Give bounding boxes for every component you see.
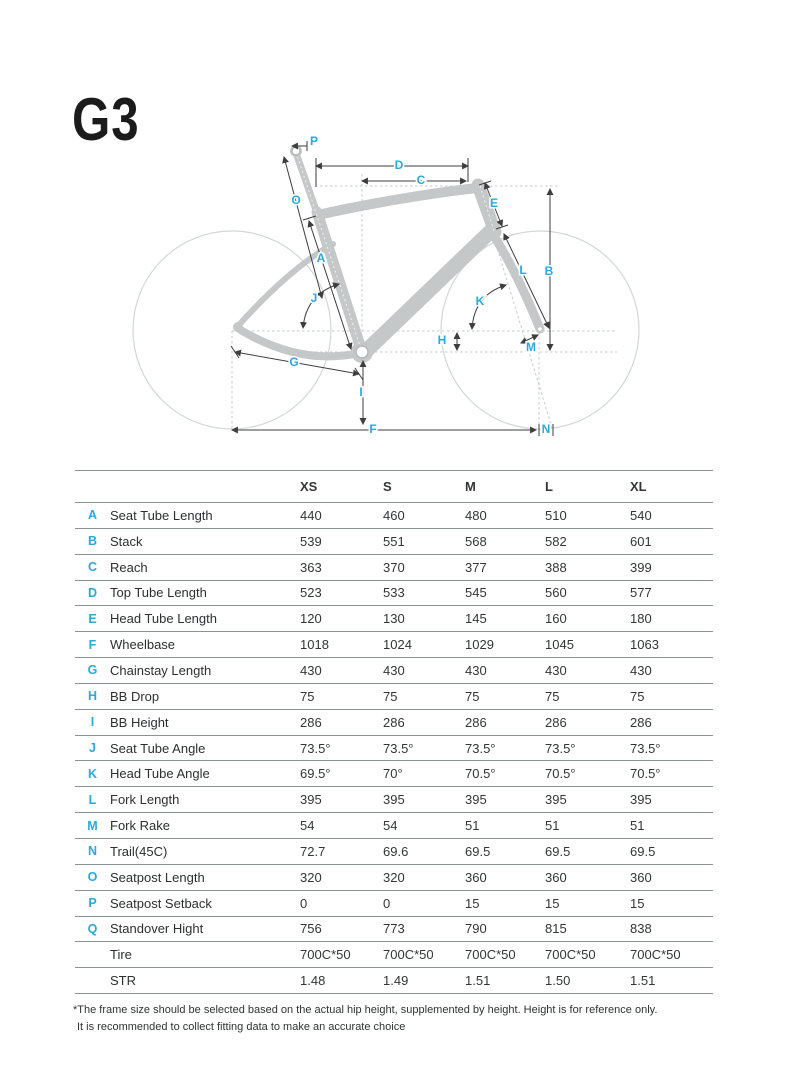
row-value: 286: [630, 714, 652, 730]
row-value: 1.50: [545, 973, 571, 989]
row-value: 69.5: [465, 843, 491, 859]
row-value: 395: [630, 792, 652, 808]
row-value: 320: [383, 869, 405, 885]
row-value: 70.5°: [630, 766, 661, 782]
row-label: Seat Tube Length: [110, 507, 213, 523]
table-row: [75, 891, 713, 917]
table-row: [75, 555, 713, 581]
row-value: 577: [630, 585, 652, 601]
row-value: 1029: [465, 637, 494, 653]
row-value: 388: [545, 559, 567, 575]
row-value: 70.5°: [465, 766, 496, 782]
row-letter: C: [87, 560, 98, 575]
footnote-line-1: *The frame size should be selected based on the actual hip height, supplemented by height. Height is for reference only.: [73, 1004, 658, 1016]
row-value: 399: [630, 559, 652, 575]
row-value: 440: [300, 507, 322, 523]
row-value: 360: [465, 869, 487, 885]
row-value: 523: [300, 585, 322, 601]
dim-label-h: H: [437, 333, 447, 348]
header-size-l: L: [545, 479, 553, 494]
dim-label-n: N: [541, 422, 551, 437]
row-value: 395: [545, 792, 567, 808]
row-value: 75: [630, 688, 645, 704]
row-letter: E: [88, 611, 97, 626]
table-row: [75, 865, 713, 891]
dim-label-b: B: [544, 264, 554, 279]
table-body: [75, 503, 713, 994]
row-value: 460: [383, 507, 405, 523]
row-value: 0: [300, 895, 308, 911]
dim-label-d: D: [394, 158, 404, 173]
row-label: Head Tube Angle: [110, 766, 210, 782]
row-label: Top Tube Length: [110, 585, 207, 601]
row-value: 377: [465, 559, 487, 575]
row-value: 395: [383, 792, 405, 808]
row-letter: P: [88, 896, 97, 911]
row-letter: N: [87, 844, 98, 859]
rear-wheel: [133, 231, 331, 429]
row-value: 430: [300, 662, 322, 678]
row-value: 430: [383, 662, 405, 678]
page-title: G3: [72, 85, 140, 154]
row-value: 1.48: [300, 973, 326, 989]
row-label: STR: [110, 973, 136, 989]
table-row: [75, 736, 713, 762]
row-value: 1.51: [465, 973, 491, 989]
row-value: 72.7: [300, 843, 326, 859]
row-label: Wheelbase: [110, 637, 176, 653]
row-value: 75: [465, 688, 480, 704]
table-row: [75, 581, 713, 607]
rear-dropout: [233, 322, 243, 332]
table-row: [75, 684, 713, 710]
row-value: 430: [465, 662, 487, 678]
row-letter: O: [87, 870, 98, 885]
row-letter: F: [88, 637, 97, 652]
row-value: 1018: [300, 637, 329, 653]
dim-label-a: A: [316, 251, 326, 266]
row-value: 480: [465, 507, 487, 523]
row-value: 601: [630, 533, 652, 549]
dim-label-k: K: [475, 294, 485, 309]
row-letter: Q: [87, 921, 98, 936]
row-label: Reach: [110, 559, 148, 575]
row-label: Trail(45C): [110, 843, 168, 859]
row-value: 15: [465, 895, 480, 911]
row-value: 69.6: [383, 843, 409, 859]
row-value: 363: [300, 559, 322, 575]
row-label: Standover Hight: [110, 921, 204, 937]
row-value: 582: [545, 533, 567, 549]
row-letter: M: [87, 818, 98, 833]
row-value: 180: [630, 611, 652, 627]
dim-label-j: J: [310, 291, 318, 306]
row-value: 395: [465, 792, 487, 808]
row-value: 1024: [383, 637, 412, 653]
row-value: 75: [300, 688, 315, 704]
row-value: 756: [300, 921, 322, 937]
header-size-m: M: [465, 479, 476, 494]
row-letter: K: [87, 766, 98, 781]
dimension-lines: [231, 141, 553, 436]
row-label: Seat Tube Angle: [110, 740, 206, 756]
row-letter: D: [87, 585, 98, 600]
row-label: Seatpost Length: [110, 869, 205, 885]
row-value: 700C*50: [383, 947, 434, 963]
row-value: 75: [545, 688, 560, 704]
table-row: [75, 710, 713, 736]
row-label: Stack: [110, 533, 143, 549]
row-value: 533: [383, 585, 405, 601]
bike-geometry-diagram: [0, 118, 800, 450]
row-value: 700C*50: [545, 947, 596, 963]
row-value: 54: [383, 818, 398, 834]
row-value: 69.5: [545, 843, 571, 859]
table-row: [75, 606, 713, 632]
row-value: 15: [630, 895, 645, 911]
row-value: 360: [545, 869, 567, 885]
row-value: 145: [465, 611, 487, 627]
row-value: 286: [300, 714, 322, 730]
row-value: 69.5°: [300, 766, 331, 782]
footnote-line-2: It is recommended to collect fitting data to make an accurate choice: [77, 1021, 406, 1033]
row-value: 54: [300, 818, 315, 834]
row-value: 73.5°: [383, 740, 414, 756]
table-row: [75, 942, 713, 968]
dim-label-i: I: [359, 385, 363, 400]
row-letter: A: [87, 508, 98, 523]
table-row: [75, 529, 713, 555]
row-value: 815: [545, 921, 567, 937]
table-row: [75, 658, 713, 684]
dim-label-p: P: [309, 134, 319, 149]
row-value: 69.5: [630, 843, 656, 859]
row-value: 51: [465, 818, 480, 834]
geometry-table: [75, 470, 713, 994]
dim-label-f: F: [369, 422, 377, 437]
table-row: [75, 839, 713, 865]
table-row: [75, 968, 713, 994]
row-letter: J: [89, 741, 96, 756]
row-label: Chainstay Length: [110, 662, 212, 678]
table-row: [75, 632, 713, 658]
row-value: 700C*50: [465, 947, 516, 963]
table-row: [75, 761, 713, 787]
row-value: 70.5°: [545, 766, 576, 782]
row-value: 73.5°: [300, 740, 331, 756]
row-value: 73.5°: [630, 740, 661, 756]
row-letter: I: [90, 715, 95, 730]
row-value: 700C*50: [630, 947, 681, 963]
row-value: 568: [465, 533, 487, 549]
table-row: [75, 787, 713, 813]
header-size-xs: XS: [300, 479, 318, 494]
row-letter: L: [88, 792, 97, 807]
header-size-xl: XL: [630, 479, 647, 494]
row-value: 1045: [545, 637, 574, 653]
row-label: Head Tube Length: [110, 611, 217, 627]
dim-label-m: M: [526, 340, 536, 355]
row-value: 0: [383, 895, 391, 911]
row-label: BB Height: [110, 714, 169, 730]
row-value: 360: [630, 869, 652, 885]
row-value: 73.5°: [465, 740, 496, 756]
row-value: 286: [383, 714, 405, 730]
row-value: 51: [545, 818, 560, 834]
row-label: Seatpost Setback: [110, 895, 212, 911]
header-size-s: S: [383, 479, 392, 494]
row-value: 430: [630, 662, 652, 678]
row-value: 790: [465, 921, 487, 937]
row-value: 773: [383, 921, 405, 937]
row-value: 1063: [630, 637, 659, 653]
row-label: Fork Length: [110, 792, 180, 808]
row-value: 120: [300, 611, 322, 627]
footnote: [73, 1002, 743, 1036]
row-value: 551: [383, 533, 405, 549]
row-value: 838: [630, 921, 652, 937]
row-value: 320: [300, 869, 322, 885]
row-value: 286: [545, 714, 567, 730]
row-letter: G: [87, 663, 98, 678]
dim-label-l: L: [519, 263, 527, 278]
table-header-row: [75, 470, 713, 503]
row-value: 286: [465, 714, 487, 730]
table-row: [75, 503, 713, 529]
row-value: 430: [545, 662, 567, 678]
row-label: Fork Rake: [110, 818, 170, 834]
dim-label-g: G: [289, 355, 299, 370]
row-value: 70°: [383, 766, 403, 782]
table-row: [75, 917, 713, 943]
row-letter: B: [87, 534, 98, 549]
row-value: 545: [465, 585, 487, 601]
row-value: 539: [300, 533, 322, 549]
bike-frame: [233, 145, 545, 363]
row-value: 73.5°: [545, 740, 576, 756]
row-value: 700C*50: [300, 947, 351, 963]
table-row: [75, 813, 713, 839]
dim-label-e: E: [489, 196, 499, 211]
row-value: 15: [545, 895, 560, 911]
dim-label-o: O: [291, 193, 301, 208]
row-value: 560: [545, 585, 567, 601]
dimension-labels: [289, 134, 553, 436]
row-label: BB Drop: [110, 688, 160, 704]
row-value: 75: [383, 688, 398, 704]
row-value: 395: [300, 792, 322, 808]
row-value: 510: [545, 507, 567, 523]
row-value: 1.51: [630, 973, 656, 989]
row-value: 160: [545, 611, 567, 627]
row-value: 370: [383, 559, 405, 575]
row-value: 130: [383, 611, 405, 627]
row-letter: H: [87, 689, 98, 704]
row-value: 540: [630, 507, 652, 523]
row-value: 51: [630, 818, 645, 834]
dim-label-c: C: [416, 173, 426, 188]
row-label: Tire: [110, 947, 132, 963]
row-value: 1.49: [383, 973, 409, 989]
